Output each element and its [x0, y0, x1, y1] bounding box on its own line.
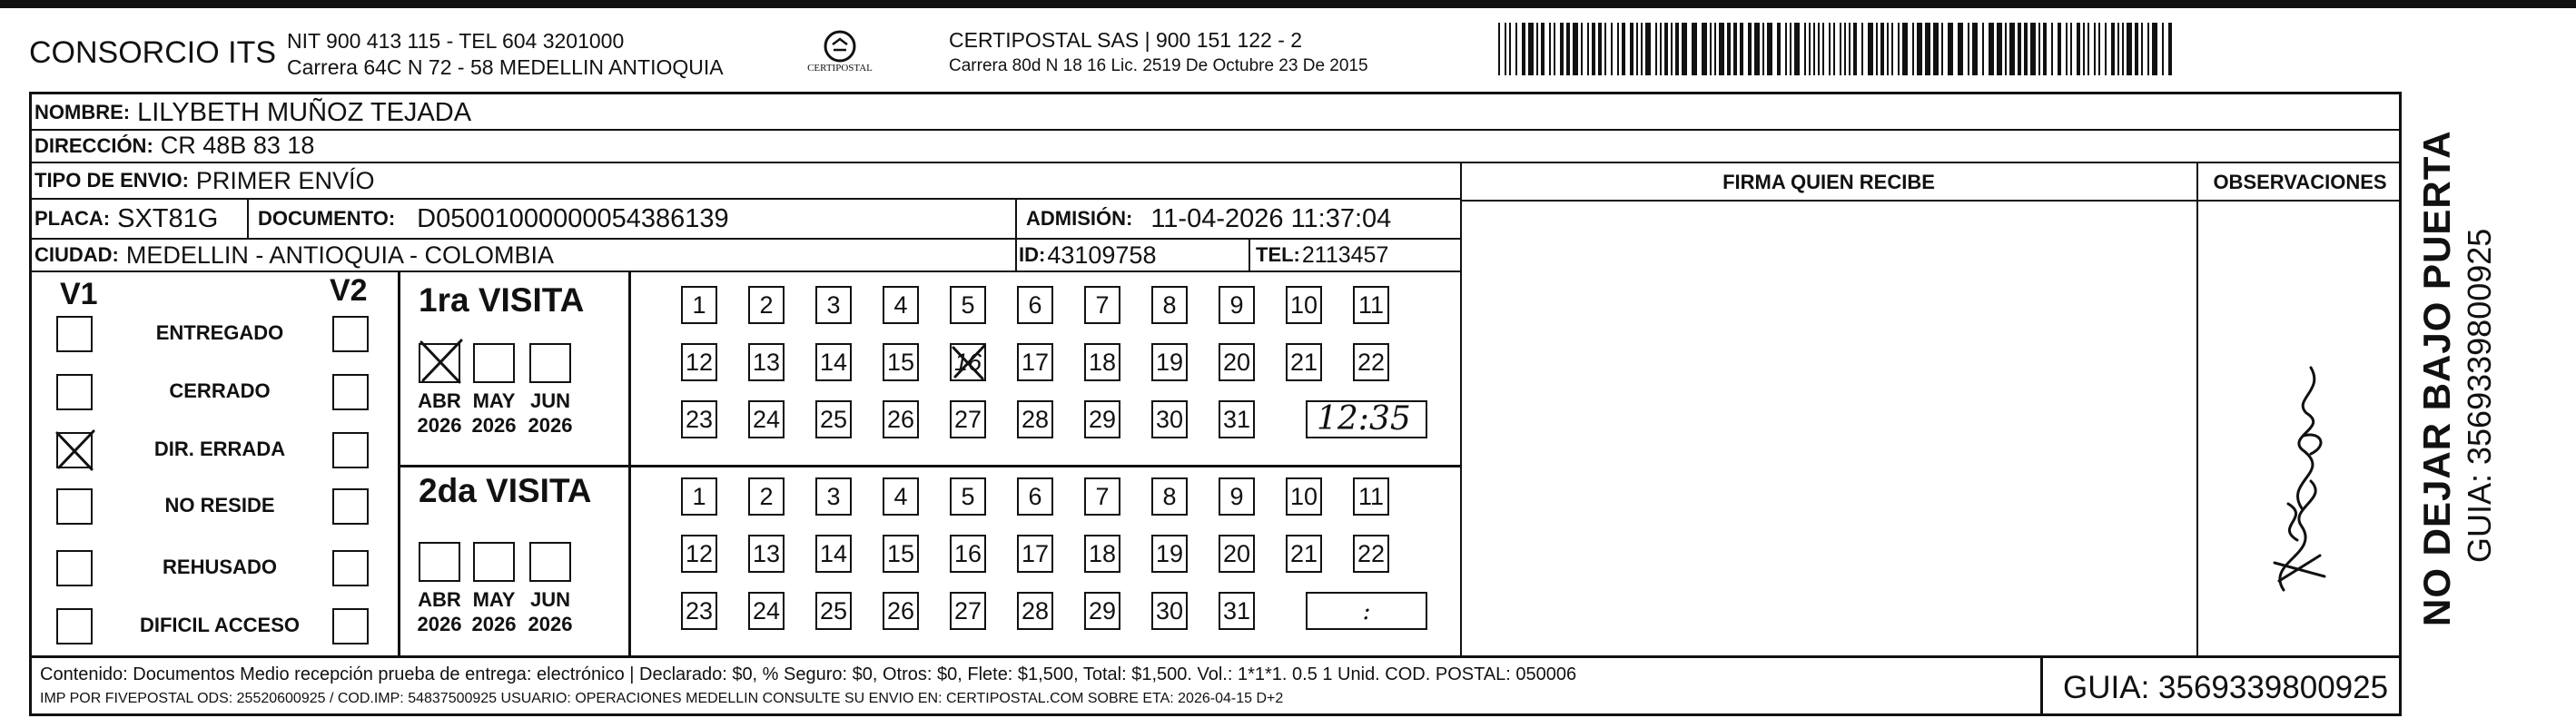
visit1-month-label — [467, 389, 521, 438]
visit2-day-box[interactable]: 3 — [815, 477, 852, 516]
visit1-day-box[interactable]: 1 — [681, 286, 717, 324]
visit1-day-box[interactable]: 6 — [1017, 286, 1053, 324]
month-year: 2026 — [471, 414, 517, 437]
barcode-bar — [1740, 23, 1743, 75]
plate-row — [35, 200, 218, 238]
address-value: CR 48B 83 18 — [160, 132, 315, 159]
barcode-bar — [1509, 23, 1511, 75]
barcode-bar — [1505, 23, 1506, 75]
admission-value: 11-04-2026 11:37:04 — [1150, 203, 1392, 233]
barcode-bar — [2024, 23, 2028, 75]
visit2-day-box[interactable]: 21 — [1286, 535, 1322, 573]
barcode-bar — [2135, 23, 2138, 75]
month-name: ABR — [418, 389, 461, 412]
barcode-bar — [1727, 23, 1731, 75]
id-row — [1019, 240, 1156, 271]
footer-line — [29, 655, 2402, 658]
visit1-day-mark — [950, 344, 986, 380]
top-edge-line — [0, 0, 2576, 8]
visit2-month-label — [412, 587, 467, 636]
status-label: CERRADO — [169, 379, 271, 402]
admission-label: ADMISIÓN: — [1026, 207, 1133, 230]
visit1-day-box[interactable]: 30 — [1151, 400, 1188, 438]
visit2-day-box[interactable]: 4 — [883, 477, 919, 516]
tel-row — [1256, 240, 1388, 271]
handwritten-signature — [2247, 345, 2356, 617]
barcode-bar — [1592, 23, 1595, 75]
barcode-bar — [1941, 23, 1943, 75]
v1-header: V1 — [60, 277, 98, 311]
barcode-bar — [1989, 23, 1994, 75]
visit2-day-box[interactable]: 19 — [1151, 535, 1188, 573]
visit-separator — [398, 465, 1460, 467]
logo-text: CERTIPOSTAL — [807, 63, 873, 74]
visit2-time-box[interactable]: : — [1306, 592, 1427, 630]
barcode-bar — [1617, 23, 1619, 75]
month-year: 2026 — [471, 613, 517, 635]
visit1-day-box[interactable]: 4 — [883, 286, 919, 324]
visit1-day-box[interactable]: 20 — [1219, 343, 1255, 381]
barcode-bar — [2168, 23, 2172, 75]
plate-label: PLACA: — [35, 207, 111, 230]
visit2-day-box[interactable]: 14 — [815, 535, 852, 573]
barcode-bar — [1710, 23, 1712, 75]
barcode-bar — [2070, 23, 2072, 75]
barcode-bar — [1933, 23, 1939, 75]
status-v2-checkbox[interactable] — [332, 374, 369, 410]
barcode-bar — [1829, 23, 1831, 75]
id-label: ID: — [1019, 243, 1046, 266]
visit2-month-label — [467, 587, 521, 636]
visit2-day-box[interactable]: 30 — [1151, 592, 1188, 630]
barcode-bar — [2147, 23, 2149, 75]
barcode-bar — [1818, 23, 1820, 75]
barcode-bar — [1822, 23, 1824, 75]
visit2-day-box[interactable]: 13 — [748, 535, 785, 573]
barcode-bar — [2111, 23, 2115, 75]
row-line — [29, 129, 2402, 131]
footer-divider — [2040, 655, 2043, 716]
barcode-bar — [2043, 23, 2047, 75]
visit2-day-box[interactable]: 8 — [1151, 477, 1188, 516]
barcode-bar — [1671, 23, 1673, 75]
visit2-day-box[interactable]: 20 — [1219, 535, 1255, 573]
visit2-day-box[interactable]: 23 — [681, 592, 717, 630]
barcode-bar — [1902, 23, 1908, 75]
month-year: 2026 — [528, 414, 573, 437]
barcode-bar — [1611, 23, 1613, 75]
month-divider — [628, 271, 631, 655]
month-year: 2026 — [417, 414, 462, 437]
barcode-bar — [1541, 23, 1545, 75]
visit1-month-label — [412, 389, 467, 438]
barcode-bar — [1622, 23, 1625, 75]
barcode-bar — [1566, 23, 1570, 75]
visit2-day-box[interactable]: 25 — [815, 592, 852, 630]
side-guide: GUIA: 3569339800925 — [2461, 228, 2498, 563]
visit1-time-box[interactable]: 12:35 — [1306, 400, 1427, 438]
barcode-bar — [1630, 23, 1633, 75]
admission-row — [1026, 200, 1391, 238]
visit2-day-box[interactable]: 29 — [1084, 592, 1120, 630]
barcode-bar — [1912, 23, 1914, 75]
visit1-month-checkbox[interactable] — [529, 343, 571, 383]
visit1-day-box[interactable]: 26 — [883, 400, 919, 438]
city-row — [35, 240, 554, 271]
visit1-day-box[interactable]: 14 — [815, 343, 852, 381]
visit1-month-checkbox[interactable] — [473, 343, 515, 383]
barcode-bar — [1573, 23, 1578, 75]
send-type-label: TIPO DE ENVIO: — [35, 169, 189, 192]
status-v1-checkbox[interactable] — [56, 550, 93, 586]
visit1-day-box[interactable]: 27 — [950, 400, 986, 438]
id-value: 43109758 — [1047, 241, 1157, 269]
barcode-bar — [1702, 23, 1707, 75]
courier-line-1: CERTIPOSTAL SAS | 900 151 122 - 2 — [949, 28, 1303, 52]
visit1-day-box[interactable]: 17 — [1017, 343, 1053, 381]
visit2-day-box[interactable]: 31 — [1219, 592, 1255, 630]
visit2-day-box[interactable]: 28 — [1017, 592, 1053, 630]
barcode-bar — [1861, 23, 1863, 75]
barcode-bar — [1767, 23, 1772, 75]
send-type-row — [35, 163, 374, 198]
barcode-bar — [2094, 23, 2096, 75]
barcode-bar — [1982, 23, 1984, 75]
visit-divider — [398, 271, 400, 655]
barcode-bar — [1515, 23, 1517, 75]
visit2-month-label — [523, 587, 577, 636]
barcode-bar — [1997, 23, 2002, 75]
barcode-bar — [1804, 23, 1806, 75]
visit1-day-box[interactable]: 29 — [1084, 400, 1120, 438]
visit1-month-check-mark — [418, 339, 463, 384]
barcode-bar — [1762, 23, 1764, 75]
month-year: 2026 — [417, 613, 462, 635]
barcode-bar — [1536, 23, 1538, 75]
barcode-bar — [1733, 23, 1737, 75]
barcode-bar — [2127, 23, 2132, 75]
barcode-bar — [2087, 23, 2089, 75]
visit2-day-box[interactable]: 9 — [1219, 477, 1255, 516]
name-row — [35, 96, 471, 129]
barcode-bar — [2051, 23, 2053, 75]
barcode-bar — [1880, 23, 1884, 75]
barcode-bar — [1887, 23, 1889, 75]
visit2-day-box[interactable]: 17 — [1017, 535, 1053, 573]
month-year: 2026 — [528, 613, 573, 635]
month-name: JUN — [529, 588, 570, 611]
barcode-bar — [2083, 23, 2085, 75]
visit1-day-box[interactable]: 21 — [1286, 343, 1322, 381]
barcode-bar — [1549, 23, 1551, 75]
barcode-bar — [1925, 23, 1930, 75]
name-value: LILYBETH MUÑOZ TEJADA — [137, 97, 472, 127]
barcode-bar — [1794, 23, 1800, 75]
visit2-day-box[interactable]: 26 — [883, 592, 919, 630]
barcode-bar — [1917, 23, 1922, 75]
barcode-bar — [1868, 23, 1873, 75]
barcode-bar — [1754, 23, 1760, 75]
footer-print-info: IMP POR FIVEPOSTAL ODS: 25520600925 / COD.IMP: 54837500925 USUARIO: OPERACIONES MEDELLIN CONSULTE SU ENVIO EN: CERTIPOSTAL.COM SOBRE ETA: 2026-04-15 D+2 — [40, 691, 1284, 706]
visit1-title: 1ra VISITA — [419, 281, 585, 319]
visit1-day-box[interactable]: 11 — [1353, 286, 1389, 324]
visit2-day-box[interactable]: 24 — [748, 592, 785, 630]
company-name: CONSORCIO ITS — [29, 35, 277, 70]
barcode-bar — [1560, 23, 1564, 75]
barcode-bar — [2105, 23, 2107, 75]
month-name: JUN — [529, 389, 570, 412]
barcode-bar — [2018, 23, 2021, 75]
barcode-bar — [2122, 23, 2124, 75]
row-line — [29, 162, 2402, 163]
status-label: DIFICIL ACCESO — [139, 614, 300, 636]
barcode-bar — [1498, 23, 1500, 75]
barcode-bar — [2117, 23, 2119, 75]
visit2-day-box[interactable]: 12 — [681, 535, 717, 573]
barcode-bar — [2038, 23, 2040, 75]
status-v2-checkbox[interactable] — [332, 608, 369, 644]
admission-divider — [1015, 198, 1017, 271]
visit2-month-checkbox[interactable] — [529, 542, 571, 582]
barcode-bar — [1522, 23, 1525, 75]
barcode-bar — [2098, 23, 2100, 75]
visit1-day-box[interactable]: 13 — [748, 343, 785, 381]
visit1-day-box[interactable]: 3 — [815, 286, 852, 324]
side-notice: NO DEJAR BAJO PUERTA — [2415, 130, 2458, 626]
barcode-bar — [1948, 23, 1953, 75]
barcode-bar — [1528, 23, 1534, 75]
barcode-bar — [1675, 23, 1679, 75]
visit2-day-box[interactable]: 1 — [681, 477, 717, 516]
status-label: DIR. ERRADA — [153, 438, 286, 460]
barcode-bar — [1785, 23, 1787, 75]
signature-area[interactable] — [1462, 202, 2196, 655]
barcode-bar — [1972, 23, 1978, 75]
barcode-bar — [2066, 23, 2068, 75]
visit2-day-box[interactable]: 2 — [748, 477, 785, 516]
visit1-day-box[interactable]: 23 — [681, 400, 717, 438]
visit1-day-box[interactable]: 18 — [1084, 343, 1120, 381]
status-v2-checkbox[interactable] — [332, 432, 369, 468]
barcode-bar — [2009, 23, 2015, 75]
header — [0, 8, 2576, 94]
company-line-2: Carrera 64C N 72 - 58 MEDELLIN ANTIOQUIA — [287, 55, 724, 79]
barcode-bar — [1790, 23, 1791, 75]
barcode-bar — [1587, 23, 1589, 75]
barcode-bar — [1554, 23, 1555, 75]
barcode-bar — [1598, 23, 1602, 75]
visit1-day-box[interactable]: 10 — [1286, 286, 1322, 324]
courier-line-2: Carrera 80d N 18 16 Lic. 2519 De Octubre 23 De 2015 — [949, 56, 1368, 75]
tel-divider — [1249, 238, 1250, 271]
visit1-day-box[interactable]: 7 — [1084, 286, 1120, 324]
barcode-bar — [1692, 23, 1697, 75]
barcode-bar — [2030, 23, 2036, 75]
visit2-day-box[interactable]: 7 — [1084, 477, 1120, 516]
barcode-bar — [1813, 23, 1815, 75]
visit2-day-box[interactable]: 16 — [950, 535, 986, 573]
status-v1-checkbox[interactable] — [56, 374, 93, 410]
document-row — [258, 200, 729, 238]
visit1-day-box[interactable]: 8 — [1151, 286, 1188, 324]
visit1-day-box[interactable]: 2 — [748, 286, 785, 324]
visit1-day-box[interactable]: 5 — [950, 286, 986, 324]
barcode-bar — [1898, 23, 1900, 75]
tel-label: TEL: — [1256, 243, 1300, 266]
barcode-bar — [2005, 23, 2007, 75]
v2-header: V2 — [330, 273, 368, 308]
visit2-day-box[interactable]: 10 — [1286, 477, 1322, 516]
visit2-day-box[interactable]: 11 — [1353, 477, 1389, 516]
document-label: DOCUMENTO: — [258, 207, 396, 230]
v1-check-mark — [54, 429, 95, 471]
city-label: CIUDAD: — [35, 243, 119, 266]
barcode-bar — [1958, 23, 1963, 75]
visit1-day-box[interactable]: 15 — [883, 343, 919, 381]
barcode-bar — [2077, 23, 2080, 75]
visit1-month-label — [523, 389, 577, 438]
month-name: MAY — [472, 389, 516, 412]
barcode — [1498, 23, 2184, 75]
visit1-day-box[interactable]: 31 — [1219, 400, 1255, 438]
status-v2-checkbox[interactable] — [332, 488, 369, 525]
barcode-bar — [1891, 23, 1893, 75]
barcode-bar — [1968, 23, 1969, 75]
footer-content: Contenido: Documentos Medio recepción prueba de entrega: electrónico | Declarado: $0, % Seguro: $0, Otros: $0, Flete: $1,500, Total: $1,500. Vol.: 1*1*1. 0.5 1 Unid. COD. POSTAL: 050006 — [40, 664, 1577, 684]
barcode-bar — [1682, 23, 1687, 75]
name-label: NOMBRE: — [35, 101, 131, 123]
barcode-bar — [1581, 23, 1583, 75]
month-name: MAY — [472, 588, 516, 611]
barcode-bar — [1844, 23, 1846, 75]
address-label: DIRECCIÓN: — [35, 133, 153, 157]
visit2-day-box[interactable]: 27 — [950, 592, 986, 630]
observations-header: OBSERVACIONES — [2213, 171, 2387, 193]
footer-guide: GUIA: 3569339800925 — [2063, 670, 2389, 705]
visit2-month-checkbox[interactable] — [473, 542, 515, 582]
visit1-day-box[interactable]: 22 — [1353, 343, 1389, 381]
row-line — [29, 271, 1462, 272]
visit1-day-box[interactable]: 16 — [950, 343, 986, 381]
barcode-bar — [1719, 23, 1724, 75]
barcode-bar — [2162, 23, 2164, 75]
visit2-day-box[interactable]: 15 — [883, 535, 919, 573]
status-v2-checkbox[interactable] — [332, 316, 369, 352]
barcode-bar — [1777, 23, 1781, 75]
barcode-bar — [2152, 23, 2157, 75]
plate-value: SXT81G — [117, 203, 219, 233]
status-label: NO RESIDE — [164, 494, 275, 516]
barcode-bar — [2058, 23, 2061, 75]
barcode-bar — [1853, 23, 1857, 75]
status-label: REHUSADO — [163, 556, 277, 578]
visit1-day-box[interactable]: 25 — [815, 400, 852, 438]
barcode-bar — [2141, 23, 2143, 75]
plate-divider — [247, 198, 249, 238]
barcode-bar — [1876, 23, 1878, 75]
certipostal-logo — [808, 26, 872, 83]
visit2-day-box[interactable]: 22 — [1353, 535, 1389, 573]
visit1-day-box[interactable]: 24 — [748, 400, 785, 438]
logo-emblem-icon — [808, 26, 872, 83]
status-label: ENTREGADO — [155, 321, 284, 344]
barcode-bar — [1849, 23, 1851, 75]
barcode-bar — [1809, 23, 1811, 75]
company-line-1: NIT 900 413 115 - TEL 604 3201000 — [287, 29, 625, 53]
signature-header: FIRMA QUIEN RECIBE — [1722, 171, 1935, 193]
barcode-bar — [1655, 23, 1657, 75]
visit1-day-box[interactable]: 12 — [681, 343, 717, 381]
visit2-day-box[interactable]: 18 — [1084, 535, 1120, 573]
status-v1-checkbox[interactable] — [56, 608, 93, 644]
barcode-bar — [1748, 23, 1752, 75]
status-v2-checkbox[interactable] — [332, 550, 369, 586]
barcode-bar — [1840, 23, 1841, 75]
address-row — [35, 130, 314, 162]
visit1-day-box[interactable]: 9 — [1219, 286, 1255, 324]
barcode-bar — [1664, 23, 1668, 75]
city-value: MEDELLIN - ANTIOQUIA - COLOMBIA — [125, 241, 554, 269]
visit1-day-box[interactable]: 28 — [1017, 400, 1053, 438]
barcode-bar — [1833, 23, 1835, 75]
barcode-bar — [1641, 23, 1643, 75]
status-v1-checkbox[interactable] — [56, 316, 93, 352]
document-value: D05001000000054386139 — [417, 203, 729, 233]
send-type-value: PRIMER ENVÍO — [195, 166, 375, 194]
tel-value: 2113457 — [1301, 241, 1389, 268]
visit2-month-checkbox[interactable] — [419, 542, 460, 582]
barcode-bar — [1645, 23, 1651, 75]
barcode-bar — [1714, 23, 1716, 75]
visit2-day-box[interactable]: 6 — [1017, 477, 1053, 516]
visit2-day-box[interactable]: 5 — [950, 477, 986, 516]
barcode-bar — [1660, 23, 1662, 75]
barcode-bar — [1636, 23, 1638, 75]
barcode-bar — [1604, 23, 1606, 75]
visit2-title: 2da VISITA — [419, 472, 592, 509]
month-name: ABR — [418, 588, 461, 611]
status-v1-checkbox[interactable] — [56, 488, 93, 525]
visit1-day-box[interactable]: 19 — [1151, 343, 1188, 381]
